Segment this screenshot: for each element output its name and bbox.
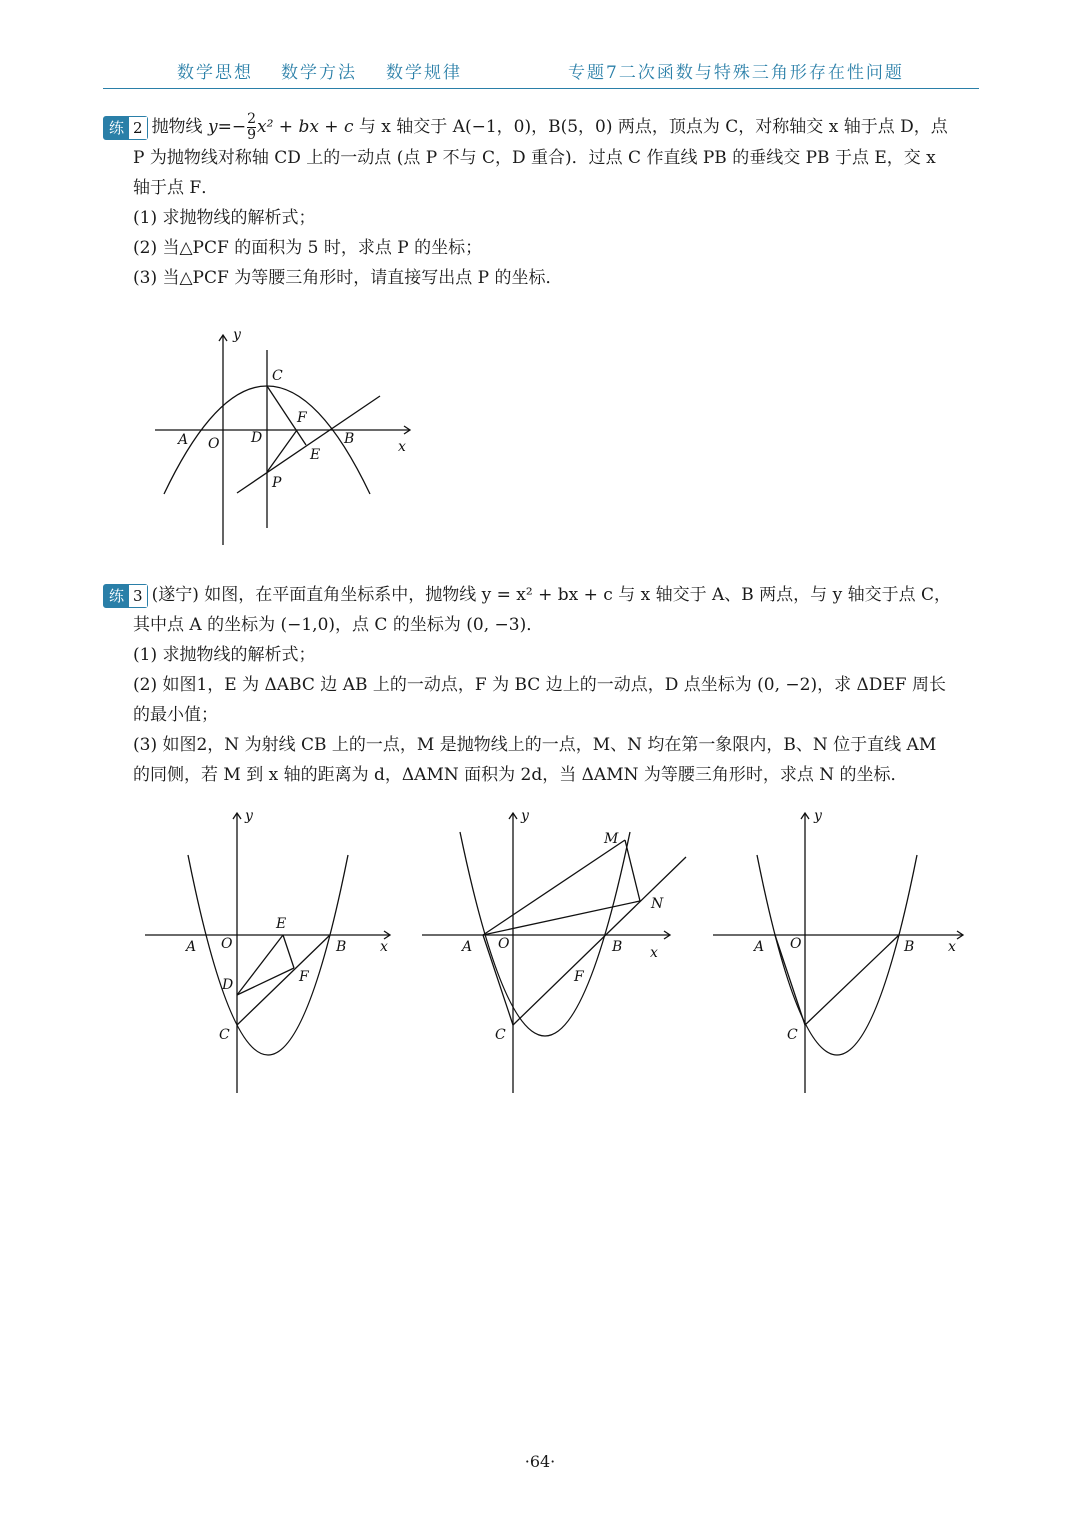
page-header <box>103 52 979 89</box>
label-e: E <box>276 916 287 932</box>
label-m: M <box>604 831 619 847</box>
ex3-question-3b: 的同侧，若 M 到 x 轴的距离为 d，ΔAMN 面积为 2d，当 ΔAMN 为等腰三角形时，求点 N 的坐标． <box>133 765 908 785</box>
ex3-question-2a: (2) 如图1，E 为 ΔABC 边 AB 上的一动点，F 为 BC 边上的一动点，D 点坐标为 (0, −2)，求 ΔDEF 周长 <box>133 675 946 695</box>
label-n: N <box>651 896 664 912</box>
label-f: F <box>574 969 584 985</box>
ex3-figure-2 <box>415 805 695 1100</box>
label-o: O <box>208 436 220 452</box>
line-cb <box>237 935 330 1025</box>
label-c: C <box>495 1027 506 1043</box>
page-number: ·64· <box>524 1452 556 1471</box>
label-x: x <box>380 939 388 955</box>
label-o: O <box>498 936 510 952</box>
label-y: y <box>521 808 529 824</box>
line-an <box>483 901 640 935</box>
label-b: B <box>904 939 915 955</box>
label-b: B <box>336 939 347 955</box>
header-tag-thought: 数学思想 <box>177 63 253 83</box>
header-tag-rule: 数学规律 <box>386 63 462 83</box>
ex2-line-2: P 为抛物线对称轴 CD 上的一动点 (点 P 不与 C，D 重合)．过点 C 作直线 PB 的垂线交 PB 于点 E，交 x <box>133 148 936 168</box>
ex3-question-1: (1) 求抛物线的解析式； <box>133 645 316 665</box>
line-de <box>237 935 283 995</box>
label-y: y <box>233 327 241 343</box>
label-c: C <box>787 1027 798 1043</box>
line-cb <box>805 935 899 1025</box>
line-ef <box>283 935 294 968</box>
label-x: x <box>650 945 658 961</box>
ex2-question-1: (1) 求抛物线的解析式； <box>133 208 316 228</box>
ex3-figure-3 <box>705 805 970 1100</box>
label-f: F <box>299 969 309 985</box>
header-tag-method: 数学方法 <box>281 63 357 83</box>
ex2-question-3: (3) 当△PCF 为等腰三角形时，请直接写出点 P 的坐标． <box>133 268 563 288</box>
label-b: B <box>344 431 355 447</box>
line-pf <box>267 430 297 472</box>
label-o: O <box>790 936 802 952</box>
ex2-line-3: 轴于点 F． <box>133 178 219 198</box>
label-x: x <box>948 939 956 955</box>
fraction-2-9: $\frac{2}{9}$ <box>247 111 256 143</box>
label-p: P <box>272 475 282 491</box>
ex2-line-1: 练 2 抛物线 y=− $\frac{2}{9}$ x² + bx + c 与 x 轴交于 A(−1，0)，B(5，0) 两点，顶点为 C，对称轴交 x 轴于点 D，点 <box>103 112 979 143</box>
label-a: A <box>186 939 197 955</box>
ray-cb <box>513 857 686 1025</box>
label-a: A <box>462 939 473 955</box>
label-o: O <box>221 936 233 952</box>
label-c: C <box>272 368 283 384</box>
exercise-2 <box>103 112 979 293</box>
exercise-3 <box>103 580 979 790</box>
ex3-badge: 练 3 <box>103 584 148 608</box>
label-f: F <box>297 410 307 426</box>
label-a: A <box>178 432 189 448</box>
label-c: C <box>219 1027 230 1043</box>
ex3-line-1: 练 3 (遂宁) 如图，在平面直角坐标系中，抛物线 y = x² + bx + c 与 x 轴交于 A、B 两点，与 y 轴交于点 C， <box>103 580 979 610</box>
label-y: y <box>245 808 253 824</box>
header-topic-title: 专题7二次函数与特殊三角形存在性问题 <box>568 63 904 83</box>
label-d: D <box>251 430 263 446</box>
ex2-question-2: (2) 当△PCF 的面积为 5 时，求点 P 的坐标； <box>133 238 483 258</box>
line-am <box>483 840 625 935</box>
ex3-question-3a: (3) 如图2，N 为射线 CB 上的一点，M 是抛物线上的一点，M、N 均在第一象限内，B、N 位于直线 AM <box>133 735 937 755</box>
ex3-question-2b: 的最小值； <box>133 705 218 725</box>
label-a: A <box>754 939 765 955</box>
ex2-figure <box>150 320 420 555</box>
label-d: D <box>222 977 234 993</box>
label-e: E <box>310 447 321 463</box>
label-b: B <box>612 939 623 955</box>
ex3-line-2: 其中点 A 的坐标为 (−1,0)，点 C 的坐标为 (0, −3)． <box>133 615 544 635</box>
label-y: y <box>814 808 822 824</box>
ex3-figure-1 <box>140 805 400 1100</box>
line-df <box>237 968 294 995</box>
label-x: x <box>398 439 406 455</box>
line-mn <box>625 840 640 901</box>
ex2-badge: 练 2 <box>103 116 148 140</box>
